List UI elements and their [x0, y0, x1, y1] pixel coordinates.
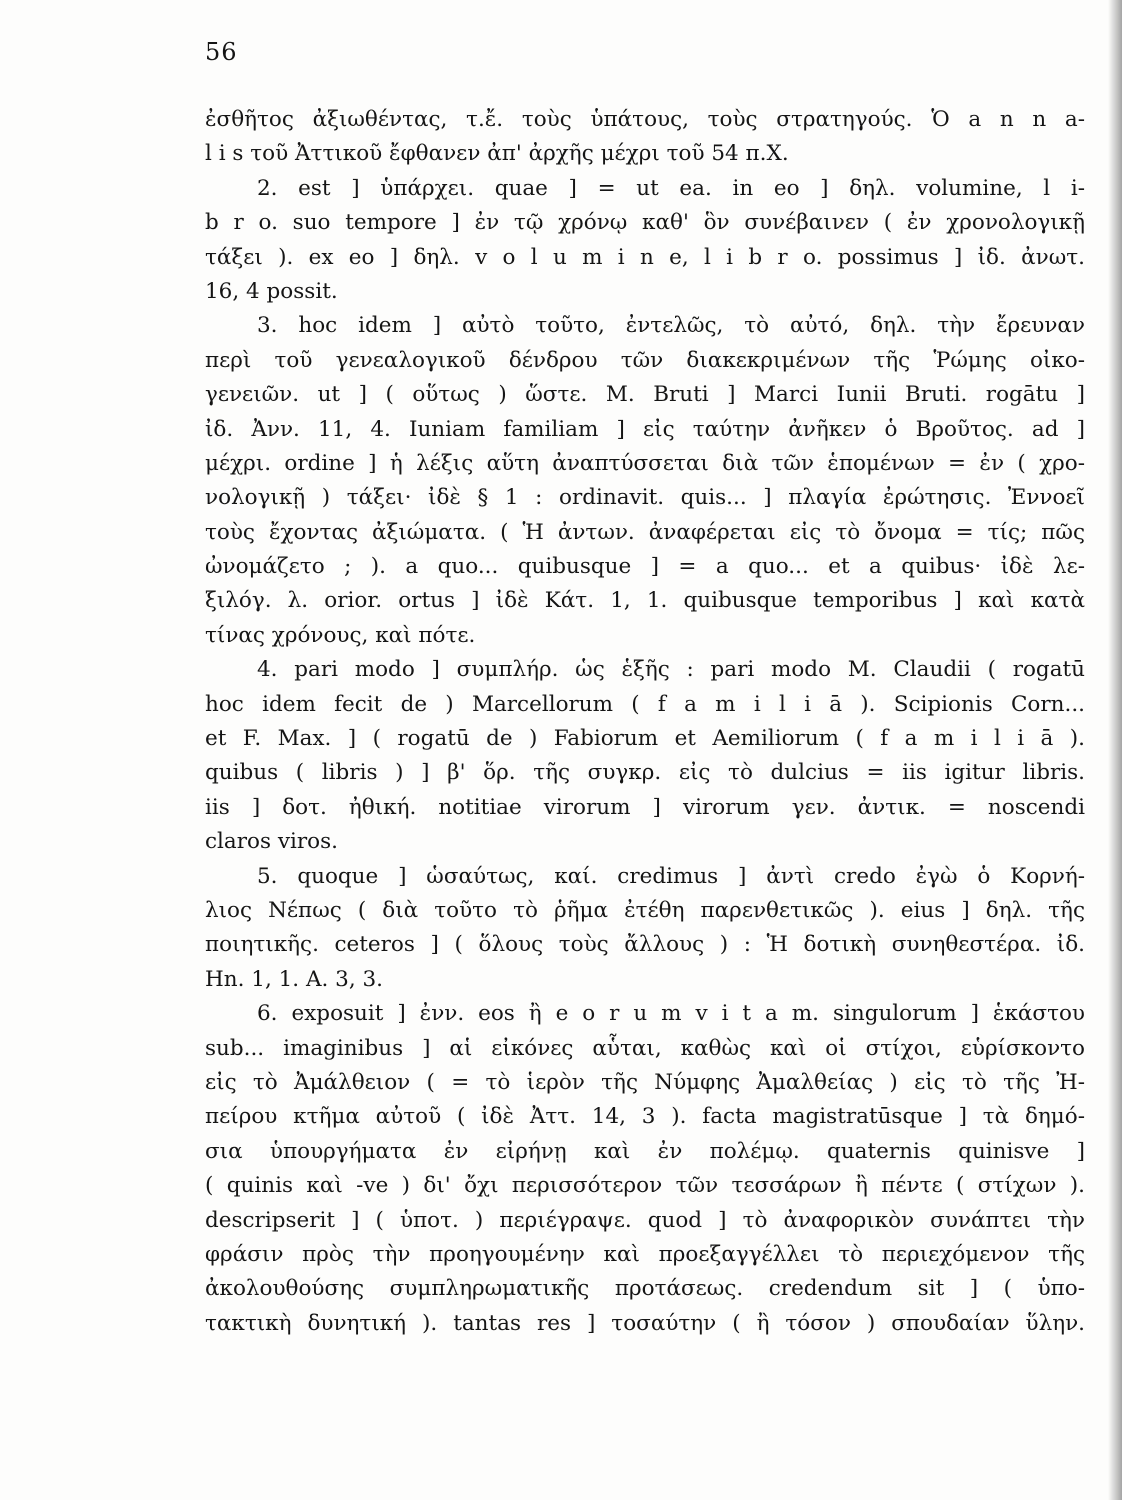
text-line: ξιλόγ. λ. orior. ortus ] ἰδὲ Κάτ. 1, 1. quibusque temporibus ] καὶ κατὰ [205, 588, 1085, 614]
text-line: τοὺς ἔχοντας ἀξιώματα. ( Ἡ ἀντων. ἀναφέρεται εἰς τὸ ὄνομα = τίς; πῶς [205, 519, 1085, 545]
text-line: φράσιν πρὸς τὴν προηγουμένην καὶ προεξαγγέλλει τὸ περιεχόμενον τῆς [205, 1241, 1085, 1267]
text-line: πείρου κτῆμα αὐτοῦ ( ἰδὲ Ἀττ. 14, 3 ). facta magistratūsque ] τὰ δημό- [205, 1104, 1085, 1130]
text-line: τάξει ). ex eo ] δηλ. v o l u m i n e, l i b r o. possimus ] ἰδ. ἀνωτ. [205, 244, 1085, 270]
text-line: l i s τοῦ Ἀττικοῦ ἔφθανεν ἀπ' ἀρχῆς μέχρι τοῦ 54 π.Χ. [205, 141, 789, 167]
text-line: 16, 4 possit. [205, 278, 338, 304]
text-line: ὠνομάζετο ; ). a quo... quibusque ] = a quo... et a quibus· ἰδὲ λε- [205, 554, 1085, 580]
page-number: 56 [205, 38, 238, 66]
text-line: hoc idem fecit de ) Marcellorum ( f a m i l i ā ). Scipionis Corn... [205, 691, 1085, 717]
text-line: ( quinis καὶ -ve ) δι' ὄχι περισσότερον τῶν τεσσάρων ἢ πέντε ( στίχων ). [205, 1173, 1085, 1199]
text-line: Hn. 1, 1. A. 3, 3. [205, 966, 384, 992]
text-line: 4. pari modo ] συμπλήρ. ὡς ἑξῆς : pari modo M. Claudii ( rogatū [257, 657, 1085, 683]
text-line: ἀκολουθούσης συμπληρωματικῆς προτάσεως. credendum sit ] ( ὑπο- [205, 1276, 1085, 1302]
text-line: σια ὑπουργήματα ἐν εἰρήνῃ καὶ ἐν πολέμῳ. quaternis quinisve ] [205, 1138, 1085, 1164]
text-line: μέχρι. ordine ] ἡ λέξις αὕτη ἀναπτύσσεται διὰ τῶν ἑπομένων = ἐν ( χρο- [205, 450, 1085, 476]
text-line: νολογικῇ ) τάξει· ἰδὲ § 1 : ordinavit. quis... ] πλαγία ἐρώτησις. Ἐννοεῖ [205, 485, 1085, 511]
text-line: τίνας χρόνους, καὶ πότε. [205, 622, 476, 648]
text-line: ἰδ. Ἀνν. 11, 4. Iuniam familiam ] εἰς ταύτην ἀνῆκεν ὁ Βροῦτος. ad ] [205, 416, 1085, 442]
text-line: λιος Νέπως ( διὰ τοῦτο τὸ ῥῆμα ἐτέθη παρενθετικῶς ). eius ] δηλ. τῆς [205, 897, 1085, 923]
text-line: τακτικὴ δυνητική ). tantas res ] τοσαύτην ( ἢ τόσον ) σπουδαίαν ὕλην. [205, 1310, 1085, 1336]
text-line: εἰς τὸ Ἀμάλθειον ( = τὸ ἱερὸν τῆς Νύμφης Ἀμαλθείας ) εἰς τὸ τῆς Ἠ- [205, 1069, 1085, 1095]
text-line: 3. hoc idem ] αὐτὸ τοῦτο, ἐντελῶς, τὸ αὐτό, δηλ. τὴν ἔρευναν [257, 313, 1085, 339]
text-line: ἐσθῆτος ἀξιωθέντας, τ.ἔ. τοὺς ὑπάτους, τοὺς στρατηγούς. Ὁ a n n a- [205, 107, 1085, 132]
text-line: 2. est ] ὑπάρχει. quae ] = ut ea. in eo ] δηλ. volumine, l i- [257, 175, 1085, 201]
page-edge-shadow [1108, 0, 1122, 1500]
text-line: claros viros. [205, 829, 338, 855]
text-line: b r o. suo tempore ] ἐν τῷ χρόνῳ καθ' ὃν συνέβαινεν ( ἐν χρονολογικῇ [205, 210, 1085, 236]
text-line: περὶ τοῦ γενεαλογικοῦ δένδρου τῶν διακεκριμένων τῆς Ῥώμης οἰκο- [205, 347, 1085, 373]
text-line: 5. quoque ] ὡσαύτως, καί. credimus ] ἀντὶ credo ἐγὼ ὁ Κορνή- [257, 863, 1085, 889]
text-line: sub... imaginibus ] αἱ εἰκόνες αὗται, καθὼς καὶ οἱ στίχοι, εὑρίσκοντο [205, 1035, 1085, 1061]
text-line: et F. Max. ] ( rogatū de ) Fabiorum et Aemiliorum ( f a m i l i ā ). [205, 726, 1085, 752]
text-line: 6. exposuit ] ἐνν. eos ἢ e o r u m v i t a m. singulorum ] ἑκάστου [257, 1001, 1085, 1027]
commentary-text [205, 103, 1085, 1341]
text-line: quibus ( libris ) ] β' ὅρ. τῆς συγκρ. εἰς τὸ dulcius = iis igitur libris. [205, 760, 1085, 786]
text-line: γενειῶν. ut ] ( οὕτως ) ὥστε. M. Bruti ] Marci Iunii Bruti. rogātu ] [205, 382, 1085, 408]
text-line: iis ] δοτ. ἠθική. notitiae virorum ] virorum γεν. ἀντικ. = noscendi [205, 794, 1085, 820]
text-line: ποιητικῆς. ceteros ] ( ὅλους τοὺς ἄλλους ) : Ἡ δοτικὴ συνηθεστέρα. ἰδ. [205, 932, 1085, 958]
text-line: descripserit ] ( ὑποτ. ) περιέγραψε. quod ] τὸ ἀναφορικὸν συνάπτει τὴν [205, 1207, 1085, 1233]
